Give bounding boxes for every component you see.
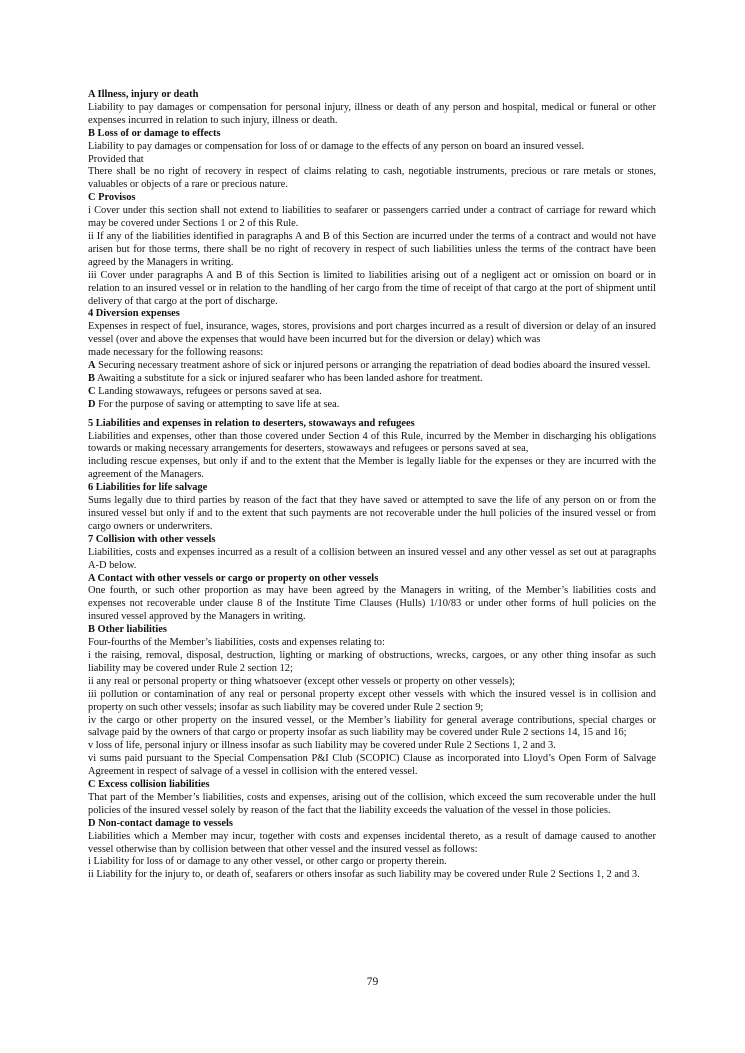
item-text: Landing stowaways, refugees or persons saved at sea. xyxy=(95,385,322,397)
paragraph: Four-fourths of the Member’s liabilities, costs and expenses relating to: xyxy=(88,637,385,649)
heading-7c: C Excess collision liabilities xyxy=(88,779,210,791)
list-item: v loss of life, personal injury or illness insofar as such liability may be covered under Rule 2 Sections 1, 2 and 3. xyxy=(88,740,556,752)
item-text: For the purpose of saving or attempting to save life at sea. xyxy=(95,398,340,410)
item-text: Awaiting a substitute for a sick or injured seafarer who has been landed ashore for treatment. xyxy=(94,372,483,384)
page-number: 79 xyxy=(366,976,379,988)
paragraph: Provided that xyxy=(88,153,144,165)
list-item: iii pollution or contamination of any real or personal property except other vessels with which the insured vessel is in collision and property on such other vessels; insofar as such liability may be covered under Rule 2 section 9; xyxy=(88,688,656,713)
proviso-iii: iii Cover under paragraphs A and B of this Section is limited to liabilities arising out of a negligent act or omission on board or in relation to an insured vessel or in relation to the handling of her cargo from the time of receipt of that cargo at the port of shipment until delivery of that cargo at the port of discharge. xyxy=(88,269,656,307)
list-item xyxy=(88,399,656,412)
item-label: C xyxy=(88,385,96,397)
heading-7d: D Non-contact damage to vessels xyxy=(88,817,233,829)
paragraph: made necessary for the following reasons: xyxy=(88,347,264,359)
item-label: B xyxy=(88,372,95,384)
document-body xyxy=(88,89,656,882)
proviso-i: i Cover under this section shall not extend to liabilities to seafarer or passengers carried under a contract of carriage for reward which may be covered under Sections 1 or 2 of this Rule. xyxy=(88,205,656,230)
paragraph: including rescue expenses, but only if and to the extent that the Member is legally liable for the expenses or they are incurred with the agreement of the Managers. xyxy=(88,456,656,481)
heading-7b: B Other liabilities xyxy=(88,624,167,636)
list-item: i Liability for loss of or damage to any other vessel, or other cargo or property therein. xyxy=(88,856,447,868)
paragraph: Liabilities and expenses, other than those covered under Section 4 of this Rule, incurred by the Member in discharging his obligations towards or making necessary arrangements for deserters, stowaways and refugees or persons saved at sea, xyxy=(88,430,656,455)
item-text: Securing necessary treatment ashore of sick or injured persons or arranging the repatriation of dead bodies aboard the insured vessel. xyxy=(95,360,651,372)
item-label: A xyxy=(88,360,96,372)
list-item: ii any real or personal property or thing whatsoever (except other vessels or property on other vessels); xyxy=(88,675,516,687)
paragraph: Liability to pay damages or compensation for loss of or damage to the effects of any person on board an insured vessel. xyxy=(88,140,585,152)
heading-7: 7 Collision with other vessels xyxy=(88,533,216,545)
list-item: ii Liability for the injury to, or death of, seafarers or others insofar as such liability may be covered under Rule 2 Sections 1, 2 and 3. xyxy=(88,869,640,881)
proviso-ii: ii If any of the liabilities identified in paragraphs A and B of this Section are incurred under the terms of a contract and would not have arisen but for those terms, there shall be no right of recovery in respect of such liabilities unless the terms of the contract have been agreed by the Managers in writing. xyxy=(88,230,656,268)
heading-7a: A Contact with other vessels or cargo or property on other vessels xyxy=(88,572,379,584)
paragraph: That part of the Member’s liabilities, costs and expenses, arising out of the collision, which exceed the sum recoverable under the hull policies of the insured vessel solely by reason of the fact that the liability exceeds the valuation of the vessel in those policies. xyxy=(88,791,656,816)
item-label: D xyxy=(88,398,96,410)
list-item: iv the cargo or other property on the insured vessel, or the Member’s liability for general average contributions, special charges or salvage paid by the owners of that cargo or property insofar as such liability may be covered under Rule 2 sections 14, 15 and 16; xyxy=(88,714,656,739)
heading-3a: A Illness, injury or death xyxy=(88,89,199,100)
list-item xyxy=(88,386,656,399)
paragraph: One fourth, or such other proportion as may have been agreed by the Managers in writing, of the Member’s liabilities costs and expenses not recoverable under clause 8 of the Institute Time Clauses (Hulls) 1/10/83 or under other forms of hull policies on the insured vessel approved by the Managers in writing. xyxy=(88,585,656,623)
paragraph: Liability to pay damages or compensation for personal injury, illness or death of any person and hospital, medical or funeral or other expenses incurred in relation to such injury, illness or death. xyxy=(88,101,656,126)
list-item: vi sums paid pursuant to the Special Compensation P&I Club (SCOPIC) Clause as incorporated into Lloyd’s Open Form of Salvage Agreement in respect of salvage of a vessel in collision with the entered vessel. xyxy=(88,753,656,778)
paragraph: There shall be no right of recovery in respect of claims relating to cash, negotiable instruments, precious or rare metals or stones, valuables or objects of a rare or precious nature. xyxy=(88,166,656,191)
paragraph: Sums legally due to third parties by reason of the fact that they have saved or attempted to save the life of any person on or from the insured vessel but only if and to the extent that such payments are not recoverable under the hull policies of the insured vessel or from cargo owners or underwriters. xyxy=(88,495,656,532)
paragraph: Liabilities which a Member may incur, together with costs and expenses incidental thereto, as a result of damage caused to another vessel otherwise than by collision between that other vessel and the insured vessel as follows: xyxy=(88,830,656,855)
list-item xyxy=(88,373,656,386)
heading-5: 5 Liabilities and expenses in relation to deserters, stowaways and refugees xyxy=(88,417,415,429)
heading-6: 6 Liabilities for life salvage xyxy=(88,482,208,494)
list-item xyxy=(88,360,656,373)
paragraph: Liabilities, costs and expenses incurred as a result of a collision between an insured vessel and any other vessel as set out at paragraphs A-D below. xyxy=(88,546,656,571)
heading-4: 4 Diversion expenses xyxy=(88,308,180,320)
list-item: i the raising, removal, disposal, destruction, lighting or marking of obstructions, wrecks, cargoes, or any other thing insofar as such liability may be covered under Rule 2 section 12; xyxy=(88,649,656,674)
heading-3b: B Loss of or damage to effects xyxy=(88,127,221,139)
paragraph: Expenses in respect of fuel, insurance, wages, stores, provisions and port charges incurred as a result of diversion or delay of an insured vessel (over and above the expenses that would have been incurred but for the diversion or delay) which was xyxy=(88,321,656,346)
heading-3c: C Provisos xyxy=(88,192,136,204)
